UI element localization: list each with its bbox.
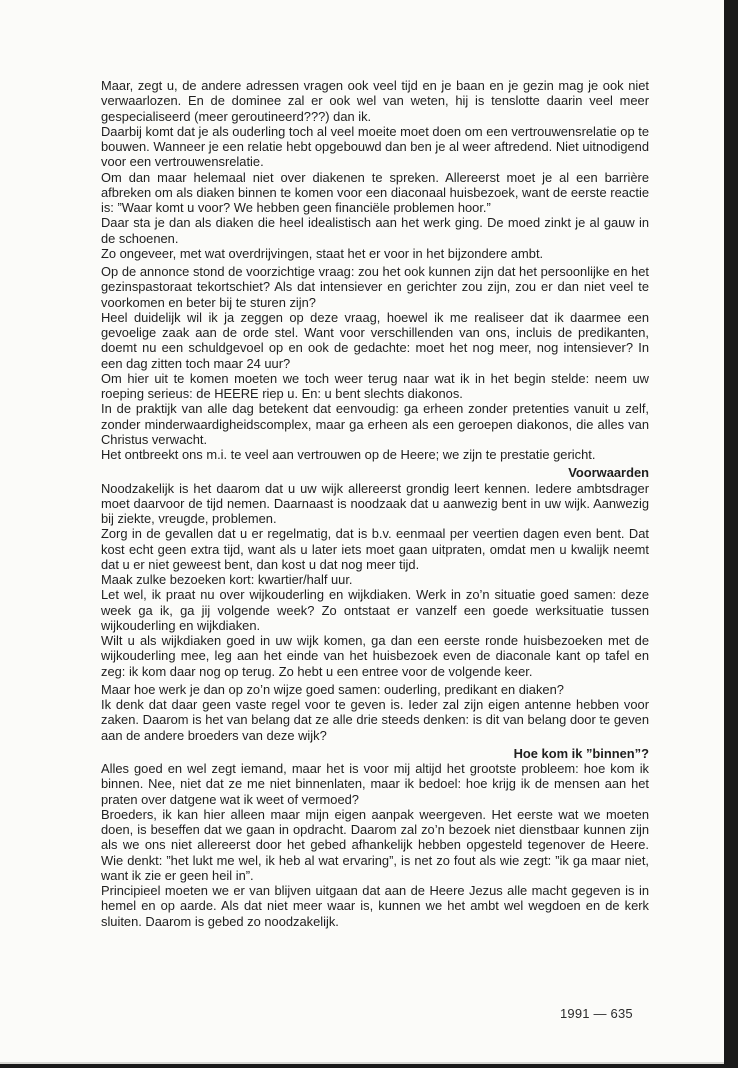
page-number: 1991 — 635 <box>560 1006 633 1021</box>
paragraph: Wilt u als wijkdiaken goed in uw wijk komen, ga dan een eerste ronde huisbezoeken met de wijkouderling mee, leg aan het einde van het huisbezoek even de diaconale kant op tafel en zeg: ik kom daar nog op terug. Zo hebt u een entree voor de volgende keer. <box>101 633 649 679</box>
article-column <box>101 78 649 929</box>
paragraph: Alles goed en wel zegt iemand, maar het is voor mij altijd het grootste probleem: hoe kom ik binnen. Nee, niet dat ze me niet binnenlaten, maar ik bedoel: hoe krijg ik de mensen aan het praten over datgene wat ik weet of vermoed? <box>101 761 649 807</box>
paragraph: Daarbij komt dat je als ouderling toch al veel moeite moet doen om een vertrouwensrelatie op te bouwen. Wanneer je een relatie hebt opgebouwd dan ben je al weer aftredend. Niet uitnodigend voor een vertrouwensrelatie. <box>101 123 649 170</box>
paragraph: Maak zulke bezoeken kort: kwartier/half uur. <box>101 572 353 587</box>
paragraph: In de praktijk van alle dag betekent dat eenvoudig: ga erheen zonder pretenties vanuit u zelf, zonder minderwaardigheidscomplex, maar ga erheen als een geroepen diakonos, die alles van Christus verwacht. <box>101 401 649 447</box>
paragraph: Broeders, ik kan hier alleen maar mijn eigen aanpak weergeven. Het eerste wat we moeten doen, is beseffen dat we gaan in opdracht. Daarom zal zo’n bezoek niet dienstbaar kunnen zijn als we ons niet allereerst door het gebed afhankelijk hebben opgesteld tegenover de Heere. Wie denkt: ”het lukt me wel, ik heb al wat ervaring”, is net zo fout als wie zegt: ”ik ga maar niet, want ik zie er geen heil in”. <box>101 806 649 883</box>
paragraph: Maar, zegt u, de andere adressen vragen ook veel tijd en je baan en je gezin mag je ook niet verwaarlozen. En de dominee zal er ook wel van weten, hij is tenslotte daarin veel meer gespecialiseerd (meer geroutineerd???) dan ik. <box>101 78 649 124</box>
section-heading-voorwaarden: Voorwaarden <box>568 465 649 481</box>
section-heading-hoe-kom-ik-binnen: Hoe kom ik ”binnen”? <box>513 745 649 761</box>
paragraph: Zo ongeveer, met wat overdrijvingen, staat het er voor in het bijzondere ambt. <box>101 245 544 261</box>
paragraph: Ik denk dat daar geen vaste regel voor te geven is. Ieder zal zijn eigen antenne hebben voor zaken. Daarom is het van belang dat ze alle drie steeds denken: is dit van belang door te geven aan de andere broeders van deze wijk? <box>101 697 649 743</box>
paragraph: Principieel moeten we er van blijven uitgaan dat aan de Heere Jezus alle macht gegeven is in hemel en op aarde. Als dat niet meer waar is, kunnen we het ambt wel wegdoen en de kerk sluiten. Daarom is gebed zo noodzakelijk. <box>101 883 649 929</box>
paragraph: Let wel, ik praat nu over wijkouderling en wijkdiaken. Werk in zo’n situatie goed samen: deze week ga ik, ga jij volgende week? Zo ontstaat er vanzelf een goede werksituatie tussen wijkouderling en wijkdiaken. <box>101 587 649 633</box>
paragraph: Om hier uit te komen moeten we toch weer terug naar wat ik in het begin stelde: neem uw roeping serieus: de HEERE riep u. En: u bent slechts diakonos. <box>101 370 649 401</box>
paragraph: Om dan maar helemaal niet over diakenen te spreken. Allereerst moet je al een barrière afbreken om als diaken binnen te komen voor een diaconaal huisbezoek, want de eerste reactie is: ”Waar komt u voor? We hebben geen financiële problemen hoor.” <box>101 169 649 215</box>
paragraph: Het ontbreekt ons m.i. te veel aan vertrouwen op de Heere; we zijn te prestatie gericht. <box>101 447 596 462</box>
paragraph: Op de annonce stond de voorzichtige vraag: zou het ook kunnen zijn dat het persoonlijke en het gezinspastoraat tekortschiet? Als dat intensiever en gerichter zou zijn, zou er dan niet veel te voorkomen en beter bij te sturen zijn? <box>101 264 649 310</box>
paragraph: Daar sta je dan als diaken die heel idealistisch aan het werk ging. De moed zinkt je al gauw in de schoenen. <box>101 215 649 246</box>
paragraph: Maar hoe werk je dan op zo’n wijze goed samen: ouderling, predikant en diaken? <box>101 681 564 697</box>
paragraph: Zorg in de gevallen dat u er regelmatig, dat is b.v. eenmaal per veertien dagen even bent. Dat kost echt geen extra tijd, want als u later iets moet gaan uitpraten, omdat men u kwalijk neemt dat u er niet geweest bent, dan kost u dat nog meer tijd. <box>101 526 649 572</box>
paragraph: Heel duidelijk wil ik ja zeggen op deze vraag, hoewel ik me realiseer dat ik daarmee een gevoelige zaak aan de orde stel. Want voor verschillenden van ons, incluis de predikanten, doemt nu een schuldgevoel op en ook de gedachte: moet het nog meer, nog intensiever? In een dag zitten toch maar 24 uur? <box>101 309 649 371</box>
paragraph: Noodzakelijk is het daarom dat u uw wijk allereerst grondig leert kennen. Iedere ambtsdrager moet daarvoor de tijd nemen. Daarnaast is noodzaak dat u aanwezig bent in uw wijk. Aanwezig bij ziekte, vreugde, problemen. <box>101 480 649 526</box>
